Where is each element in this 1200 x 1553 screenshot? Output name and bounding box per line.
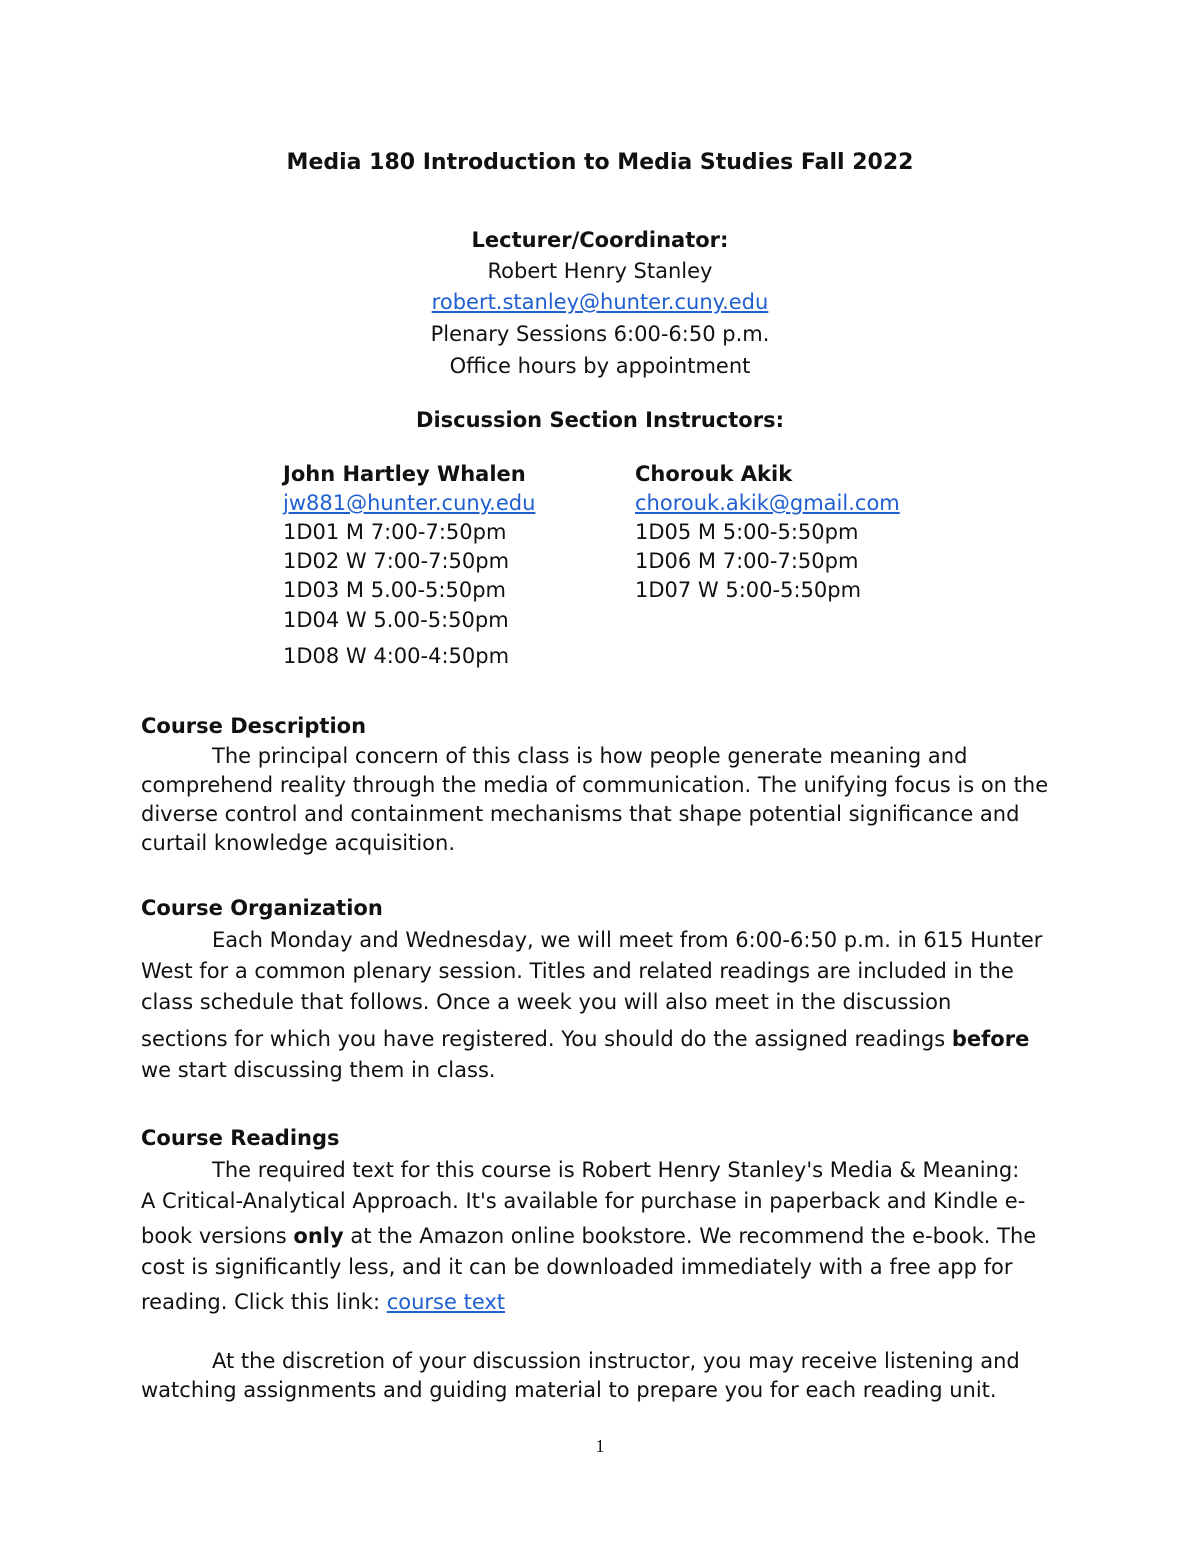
description-paragraph (141, 742, 1061, 858)
instructor-email-link[interactable]: chorouk.akik@gmail.com (635, 491, 900, 515)
description-heading: Course Description (141, 714, 367, 738)
organization-heading: Course Organization (141, 896, 383, 920)
description-line: The principal concern of this class is how people generate meaning and (212, 744, 968, 768)
section-item: 1D02 W 7:00-7:50pm (283, 549, 510, 573)
emphasis-only: only (293, 1224, 344, 1248)
organization-line: sections for which you have registered. You should do the assigned readings before (141, 1027, 1030, 1051)
instructors-heading: Discussion Section Instructors: (416, 408, 784, 432)
instructor-name: John Hartley Whalen (283, 462, 526, 486)
section-item: 1D03 M 5.00-5:50pm (283, 578, 507, 602)
section-item: 1D06 M 7:00-7:50pm (635, 549, 859, 573)
readings-line: book versions only at the Amazon online bookstore. We recommend the e-book. The (141, 1224, 1037, 1248)
discretion-line: At the discretion of your discussion instructor, you may receive listening and (212, 1349, 1020, 1373)
course-text-link[interactable]: course text (386, 1290, 506, 1314)
discretion-paragraph (141, 1347, 1061, 1405)
organization-line: class schedule that follows. Once a week you will also meet in the discussion (141, 990, 952, 1014)
section-item: 1D01 M 7:00-7:50pm (283, 520, 507, 544)
section-item: 1D08 W 4:00-4:50pm (283, 644, 510, 668)
description-line: comprehend reality through the media of communication. The unifying focus is on the (141, 773, 1049, 797)
readings-line: cost is significantly less, and it can be downloaded immediately with a free app for (141, 1255, 1013, 1279)
lecturer-email-link[interactable]: robert.stanley@hunter.cuny.edu (431, 290, 769, 314)
instructor-name: Chorouk Akik (635, 462, 793, 486)
readings-line: The required text for this course is Robert Henry Stanley's Media & Meaning: (212, 1158, 1020, 1182)
page-title: Media 180 Introduction to Media Studies Fall 2022 (286, 150, 914, 175)
readings-line: A Critical-Analytical Approach. It's available for purchase in paperback and Kindle e- (141, 1189, 1026, 1213)
office-hours: Office hours by appointment (449, 354, 751, 378)
organization-line: we start discussing them in class. (141, 1058, 496, 1082)
emphasis-before: before (951, 1027, 1030, 1051)
discretion-line: watching assignments and guiding material to prepare you for each reading unit. (141, 1378, 997, 1402)
lecturer-heading: Lecturer/Coordinator: (471, 228, 729, 252)
section-item: 1D07 W 5:00-5:50pm (635, 578, 862, 602)
instructor-email-link[interactable]: jw881@hunter.cuny.edu (283, 491, 536, 515)
description-line: diverse control and containment mechanisms that shape potential significance and (141, 802, 1020, 826)
plenary-sessions: Plenary Sessions 6:00-6:50 p.m. (430, 322, 770, 346)
section-item: 1D05 M 5:00-5:50pm (635, 520, 859, 544)
description-line: curtail knowledge acquisition. (141, 831, 456, 855)
page-number: 1 (595, 1436, 605, 1456)
section-item: 1D04 W 5.00-5:50pm (283, 608, 509, 632)
organization-line: Each Monday and Wednesday, we will meet from 6:00-6:50 p.m. in 615 Hunter (212, 928, 1043, 952)
readings-paragraph (141, 1155, 1061, 1318)
organization-paragraph (141, 925, 1061, 1086)
lecturer-name: Robert Henry Stanley (487, 259, 713, 283)
readings-heading: Course Readings (141, 1126, 340, 1150)
organization-line: West for a common plenary session. Titles and related readings are included in the (141, 959, 1014, 983)
readings-line: reading. Click this link: course text (141, 1290, 506, 1314)
